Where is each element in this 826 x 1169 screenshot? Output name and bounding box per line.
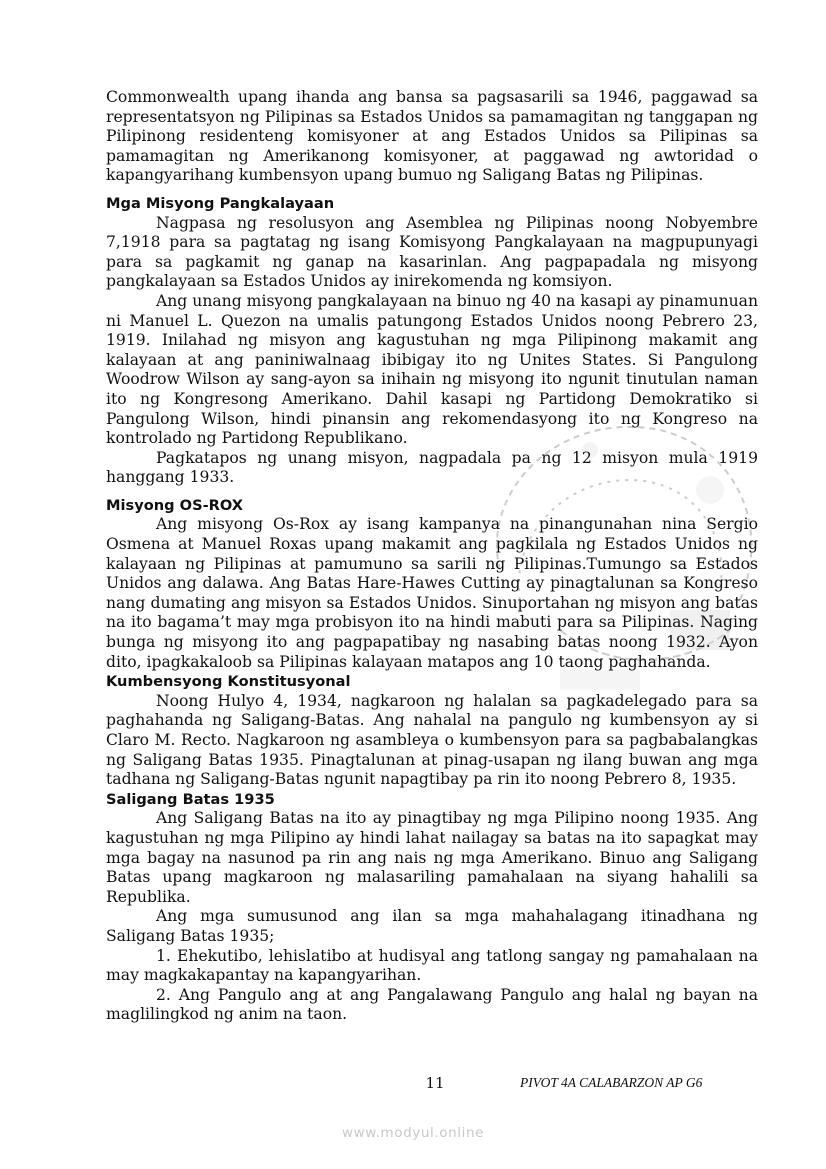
list-item-saligang-2: 2. Ang Pangulo ang at ang Pangalawang Pangulo ang halal ng bayan na maglilingkod ng anim na taon. bbox=[106, 985, 758, 1024]
page-number: 11 bbox=[425, 1074, 445, 1092]
section-heading-saligang-batas-1935: Saligang Batas 1935 bbox=[106, 790, 275, 808]
list-item-saligang-1: 1. Ehekutibo, lehislatibo at hudisyal ang tatlong sangay ng pamahalaan na may magkakapantay na kapangyarihan. bbox=[106, 946, 758, 985]
section-heading-kumbensyong-konstitusyonal: Kumbensyong Konstitusyonal bbox=[106, 673, 351, 691]
paragraph-saligang-2: Ang mga sumusunod ang ilan sa mga mahahalagang itinadhana ng Saligang Batas 1935; bbox=[106, 907, 758, 945]
section-heading-mga-misyong-pangkalayaan: Mga Misyong Pangkalayaan bbox=[106, 194, 335, 212]
paragraph-kumbensyon-1: Noong Hulyo 4, 1934, nagkaroon ng halalan sa pagkadelegado para sa paghahanda ng Saligang-Batas. Ang nahalal na pangulo ng kumbensyon ay si Claro M. Recto. Nagkaroon ng asambleya o kumbensyon para sa pagbabalangkas ng Saligang Batas 1935. Pinagtalunan at pinag-usapan ng ilang buwan ang mga tadhana ng Saligang-Batas ngunit napagtibay pa rin ito noong Pebrero 8, 1935. bbox=[106, 691, 758, 789]
paragraph-misyon-1: Nagpasa ng resolusyon ang Asemblea ng Pilipinas noong Nobyembre 7,1918 para sa pagtatag ng isang Komisyong Pangkalayaan na magpupunyagi para sa pagkamit ng ganap na kasarinlan. Ang pagpapadala ng misyong pangkalayaan sa Estados Unidos ay inirekomenda ng komsiyon. bbox=[106, 213, 758, 291]
intro-paragraph: Commonwealth upang ihanda ang bansa sa pagsasarili sa 1946, paggawad sa representatsyon ng Pilipinas sa Estados Unidos sa pamamagitan ng tanggapan ng Pilipinong residenteng komisyoner at ang Estados Unidos sa Pilipinas sa pamamagitan ng Amerikanong komisyoner, at paggawad ng awtoridad o kapangyarihang kumbensyon upang bumuo ng Saligang Batas ng Pilipinas. bbox=[106, 88, 758, 185]
paragraph-osrox-1: Ang misyong Os-Rox ay isang kampanya na pinangunahan nina Sergio Osmena at Manuel Roxas upang makamit ang pagkilala ng Estados Unidos ng kalayaan ng Pilipinas at pamumuno sa sarili ng Pilipinas.Tumungo sa Estados Unidos ang dalawa. Ang Batas Hare-Hawes Cutting ay pinagtalunan sa Kongreso nang dumating ang misyon sa Estados Unidos. Sinuportahan ng misyon ang batas na ito bagama’t may mga probisyon ito na hindi mabuti para sa Pilipinas. Naging bunga ng misyong ito ang pagpapatibay ng nasabing batas noong 1932. Ayon dito, ipagkakaloob sa Pilipinas kalayaan matapos ang 10 taong paghahanda. bbox=[106, 515, 758, 671]
footer-label: PIVOT 4A CALABARZON AP G6 bbox=[520, 1075, 703, 1090]
site-watermark-text: www.modyul.online bbox=[341, 1125, 485, 1141]
section-heading-misyong-os-rox: Misyong OS-ROX bbox=[106, 496, 244, 514]
paragraph-misyon-3: Pagkatapos ng unang misyon, nagpadala pa ng 12 misyon mula 1919 hanggang 1933. bbox=[106, 448, 758, 487]
paragraph-saligang-1: Ang Saligang Batas na ito ay pinagtibay ng mga Pilipino noong 1935. Ang kagustuhan ng mga Pilipino ay hindi lahat nailagay sa batas na ito sapagkat may mga bagay na nasunod pa rin ang nais ng mga Amerikano. Binuo ang Saligang Batas upang magkaroon ng malasariling pamahalaan na siyang hahalili sa Republika. bbox=[106, 809, 758, 906]
paragraph-misyon-2: Ang unang misyong pangkalayaan na binuo ng 40 na kasapi ay pinamunuan ni Manuel L. Quezon na umalis patungong Estados Unidos noong Pebrero 23, 1919. Inilahad ng misyon ang kagustuhan ng mga Pilipinong makamit ang kalayaan at ang paniniwalnaag ibibigay ito ng Unites States. Si Pangulong Woodrow Wilson ay sang-ayon sa inihain ng misyong ito ngunit tinutulan naman ito ng Kongresong Amerikano. Dahil kasapi ng Partidong Demokratiko si Pangulong Wilson, hindi pinansin ang rekomendasyong ito ng Kongreso na kontrolado ng Partidong Republikano. bbox=[106, 291, 758, 448]
document-body bbox=[106, 88, 758, 1025]
